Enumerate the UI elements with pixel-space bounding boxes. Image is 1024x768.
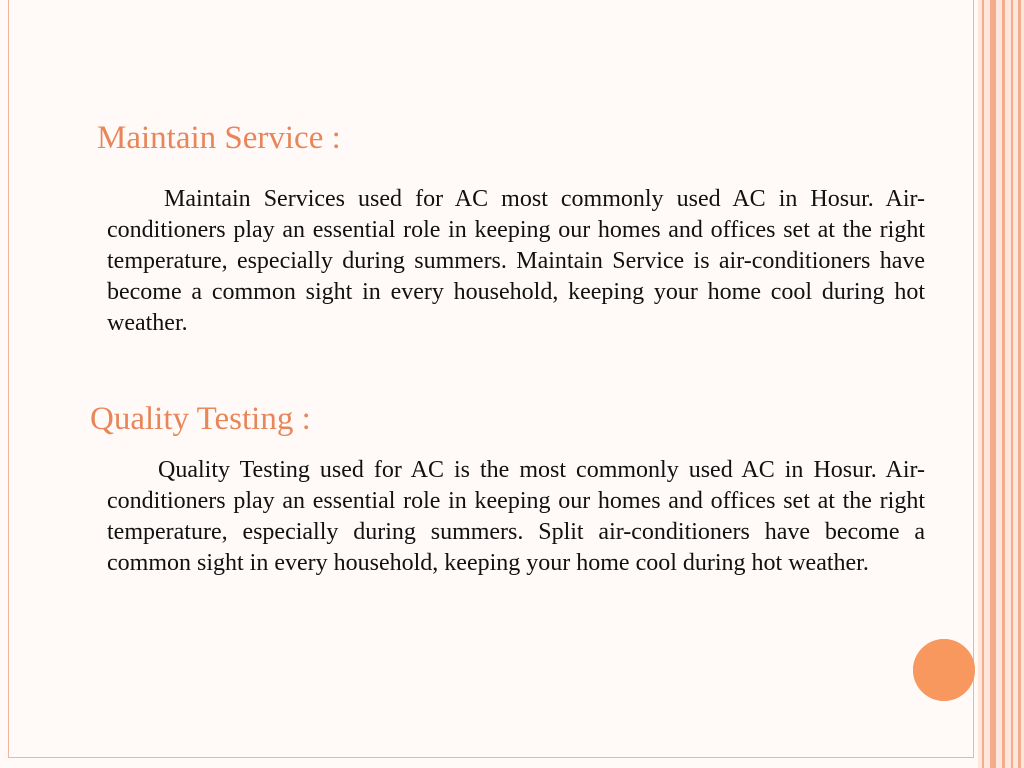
- stripe: [1018, 0, 1021, 768]
- stripe: [1002, 0, 1005, 768]
- slide-frame-border: [8, 0, 974, 758]
- section-heading-maintain-service: Maintain Service :: [97, 120, 341, 156]
- stripe: [982, 0, 984, 768]
- section-body-maintain-service: Maintain Services used for AC most commonly used AC in Hosur. Air-conditioners play an essential role in keeping our homes and offices set at the right temperature, especially during summers. Maintain Service is air-conditioners have become a common sight in every household, keeping your home cool during hot weather.: [107, 186, 925, 336]
- decorative-side-stripes: [978, 0, 1024, 768]
- decorative-circle: [913, 639, 975, 701]
- section-body-quality-testing: Quality Testing used for AC is the most commonly used AC in Hosur. Air-conditioners play an essential role in keeping our homes and offices set at the right temperature, especially during summers. Split air-conditioners have become a common sight in every household, keeping your home cool during hot weather.: [107, 457, 925, 576]
- stripe: [990, 0, 996, 768]
- stripe: [1011, 0, 1013, 768]
- section-heading-quality-testing: Quality Testing :: [90, 401, 311, 437]
